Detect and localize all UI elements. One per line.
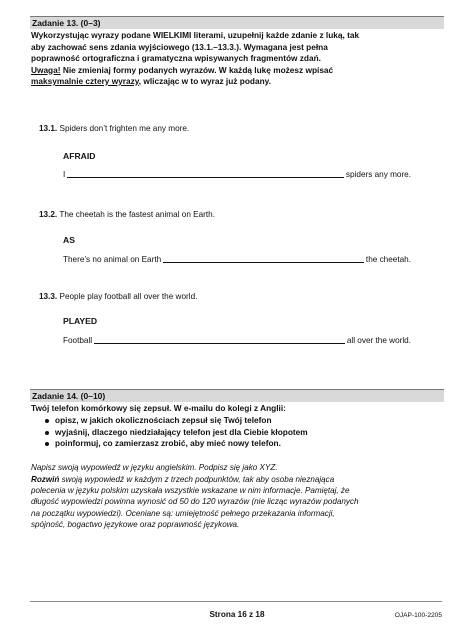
note-line-4: na początku wypowiedzi). Oceniane są: umiejętność pełnego przekazania informacji, (31, 508, 335, 518)
item-sentence: The cheetah is the fastest animal on Earth. (57, 210, 215, 219)
item-number: 13.3. (39, 292, 58, 301)
answer-after-text: the cheetah. (365, 255, 411, 264)
item-number: 13.2. (39, 210, 58, 219)
expand-label: Rozwiń (31, 475, 60, 484)
task-14-expand-note (31, 474, 443, 530)
answer-before-text: There’s no animal on Earth (63, 255, 162, 264)
answer-blank[interactable] (94, 336, 345, 344)
max-words-phrase: maksymalnie cztery wyrazy (31, 76, 139, 86)
instr-line-3: poprawność ortograficzna i gramatyczna wpisywanych fragmentów zdań. (31, 53, 321, 63)
instr-line-5 (31, 76, 443, 88)
instr-line-2: aby zachować sens zdania wyjściowego (13.1.–13.3.). Wymagana jest pełna (31, 41, 328, 52)
note-line-2: polecenia w języku polskim uzyskała wszystkie wskazane w nim informacje. Pamiętaj, że (31, 486, 350, 496)
instr-line-4-rest: Nie zmieniaj formy podanych wyrazów. W każdą lukę możesz wpisać (60, 64, 334, 75)
instr-line-5-rest: , wliczając w to wyraz już podany. (138, 76, 271, 86)
task-13-header: Zadanie 13. (0–3) (30, 16, 444, 29)
task-14-intro: Twój telefon komórkowy się zepsuł. W e-mailu do kolegi z Anglii: (31, 403, 286, 413)
item-13-2-answer-row (63, 254, 411, 265)
answer-blank[interactable] (67, 170, 344, 178)
item-sentence: People play football all over the world. (57, 292, 198, 301)
note-line-3: długość wypowiedzi powinna wynosić od 50 do 120 wyrazów (nie licząc wyrazów podanych (31, 497, 359, 507)
task-14-bullet-list (43, 415, 443, 450)
answer-before-text: I (63, 170, 66, 179)
task-14-header: Zadanie 14. (0–10) (30, 389, 444, 402)
item-sentence: Spiders don’t frighten me any more. (57, 124, 190, 133)
note-line-1 (31, 474, 443, 485)
item-13-2-keyword: AS (63, 235, 75, 245)
bullet-item: wyjaśnij, dlaczego niedziałający telefon jest dla Ciebie kłopotem (43, 427, 443, 439)
note-line-1-rest: swoją wypowiedź w każdym z trzech podpunktów, tak aby osoba nieznająca (59, 475, 335, 484)
task-14-language-note: Napisz swoją wypowiedź w języku angielskim. Podpisz się jako XYZ. (31, 463, 278, 472)
instr-line-1: Wykorzystując wyrazy podane WIELKIMI literami, uzupełnij każde zdanie z luką, tak (31, 30, 360, 40)
note-line-5: spójność, bogactwo językowe oraz poprawność językowa. (31, 519, 240, 529)
item-13-1-sentence (39, 123, 189, 134)
item-13-3-answer-row (63, 335, 411, 346)
bullet-item: poinformuj, co zamierzasz zrobić, aby mieć nowy telefon. (43, 438, 443, 450)
warning-label: Uwaga! (31, 64, 61, 75)
instr-line-4 (31, 65, 443, 77)
item-13-1-answer-row (63, 169, 411, 180)
item-13-3-sentence (39, 291, 197, 302)
item-13-3-keyword: PLAYED (63, 316, 98, 326)
answer-before-text: Football (63, 336, 93, 345)
bullet-item: opisz, w jakich okolicznościach zepsuł się Twój telefon (43, 415, 443, 427)
answer-after-text: all over the world. (346, 336, 411, 345)
item-13-1-keyword: AFRAID (63, 151, 96, 161)
answer-after-text: spiders any more. (345, 170, 411, 179)
exam-code: OJAP-100-2205 (394, 612, 442, 619)
footer-divider (30, 601, 442, 602)
task-13-instructions (31, 30, 443, 88)
page-number: Strona 16 z 18 (209, 610, 265, 619)
answer-blank[interactable] (163, 255, 364, 263)
item-number: 13.1. (39, 124, 58, 133)
item-13-2-sentence (39, 209, 215, 220)
